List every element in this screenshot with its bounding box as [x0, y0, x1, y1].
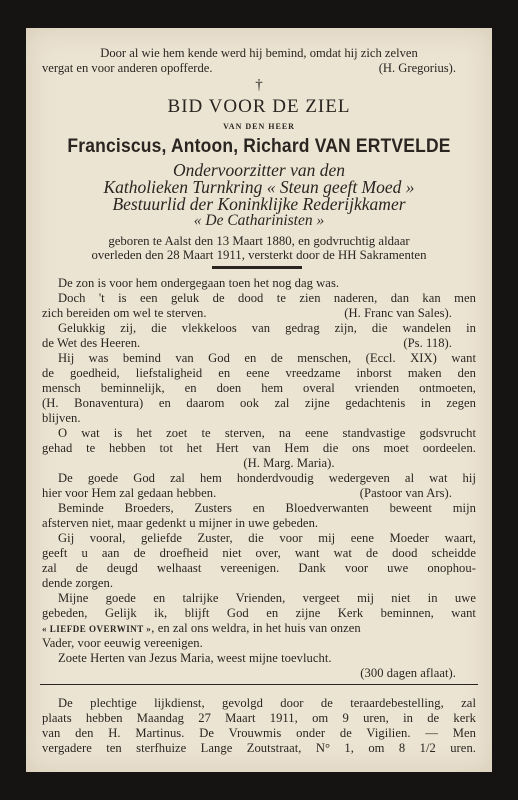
body-line: Hij was bemind van God en de menschen, (Eccl. XIX) want: [58, 351, 476, 365]
card-paper: [26, 28, 492, 772]
body-line: afsterven niet, maar gedenkt u mijner in uwe gebeden.: [42, 516, 319, 530]
body-line: Zoete Herten van Jezus Maria, weest mijne toevlucht.: [58, 651, 332, 665]
body-ref: (Ps. 118).: [403, 336, 452, 350]
body-line: [26, 621, 492, 636]
body-line: De zon is voor hem ondergegaan toen het nog dag was.: [58, 276, 340, 290]
deceased-name: Franciscus, Antoon, Richard VAN ERTVELDE: [67, 136, 451, 157]
header-quote-text: vergat en voor anderen opofferde.: [42, 61, 213, 75]
footer-line: De plechtige lijkdienst, gevolgd door de teraardebestelling, zal: [58, 696, 476, 710]
header-quote-line-1: Door al wie hem kende werd hij bemind, omdat hij zich zelven: [100, 46, 418, 60]
body-ref: (Pastoor van Ars).: [359, 486, 452, 500]
body-line: Doch 't is een geluk de dood te zien naderen, dan kan men: [58, 291, 476, 305]
divider-rule: [212, 266, 302, 269]
body-line: de goedheid, liefstaligheid en eene vreedzame inborst maken den: [42, 366, 476, 380]
body-line: (H. Bonaventura) en daarom ook zal zijne gedachtenis in zegen: [42, 396, 476, 410]
body-text: , en zal ons weldra, in het huis van onzen: [151, 621, 361, 635]
body-line: geeft u aan de droefheid niet over, want wat de dood scheidde: [42, 546, 476, 560]
body-ref: (H. Franc van Sales).: [344, 306, 452, 320]
indulgence-note: (300 dagen aflaat).: [360, 666, 456, 680]
body-line: Beminde Broeders, Zusters en Bloedverwanten beweent mijn: [58, 501, 476, 515]
body-line: [26, 306, 492, 321]
function-line-2: Katholieken Turnkring « Steun geeft Moed »: [103, 177, 415, 197]
function-line-3: Bestuurlid der Koninklijke Rederijkkamer: [112, 194, 406, 214]
body-line: O wat is het zoet te sterven, na eene standvastige godsvrucht: [58, 426, 476, 440]
van-den-heer: VAN DEN HEER: [223, 122, 295, 131]
cross-icon: †: [255, 77, 263, 93]
body-line: gehad te hebben tot het Hert van Hem die ons moet oordeelen.: [42, 441, 476, 455]
body-line: dende zorgen.: [42, 576, 114, 590]
body-line: Vader, voor eeuwig vereenigen.: [42, 636, 203, 650]
prayer-title: BID VOOR DE ZIEL: [167, 96, 351, 117]
body-ref: (H. Marg. Maria).: [243, 456, 335, 470]
body-line: Gelukkig zij, die vlekkeloos van gedrag zijn, die wandelen in: [58, 321, 476, 335]
body-line: De goede God zal hem honderdvoudig wedergeven al wat hij: [58, 471, 476, 485]
body-line: zal de deugd welhaast vereenigen. Dank voor uwe onophou-: [42, 561, 476, 575]
body-text: de Wet des Heeren.: [42, 336, 141, 350]
body-line: blijven.: [42, 411, 81, 425]
motto: « LIEFDE OVERWINT »: [42, 624, 152, 634]
footer-line: vergadere ten sterfhuize Lange Zoutstraat, N° 1, om 8 1/2 uren.: [42, 741, 476, 755]
body-line: [26, 336, 492, 351]
body-text: zich bereiden om wel te sterven.: [42, 306, 207, 320]
body-text: hier voor Hem zal gedaan hebben.: [42, 486, 217, 500]
header-quote-line-2: [26, 61, 492, 75]
footer-divider: [40, 684, 478, 685]
footer-line: plaats hebben Maandag 27 Maart 1911, om 9 uren, in de kerk: [42, 711, 476, 725]
body-line: gebeden, Gelijk ik, blijft God en zijne Kerk beminnen, want: [42, 606, 476, 620]
body-line: Mijne goede en talrijke Vrienden, vergeet mij niet in uwe: [58, 591, 476, 605]
body-line: [26, 486, 492, 501]
body-line: mensch beminnelijk, en doen hem overal vrienden ontmoeten,: [42, 381, 476, 395]
function-line-1: Ondervoorzitter van den: [172, 160, 346, 180]
function-line-4: « De Catharinisten »: [193, 212, 325, 229]
footer-line: van den H. Martinus. De Vrouwmis onder de Vigilien. — Men: [42, 726, 476, 740]
death-line: overleden den 28 Maart 1911, versterkt door de HH Sakramenten: [91, 248, 427, 262]
body-line: Gij vooral, geliefde Zuster, die voor mij eene Moeder waart,: [58, 531, 476, 545]
header-quote-ref: (H. Gregorius).: [378, 61, 456, 75]
birth-line: geboren te Aalst den 13 Maart 1880, en godvruchtig aldaar: [108, 234, 410, 248]
